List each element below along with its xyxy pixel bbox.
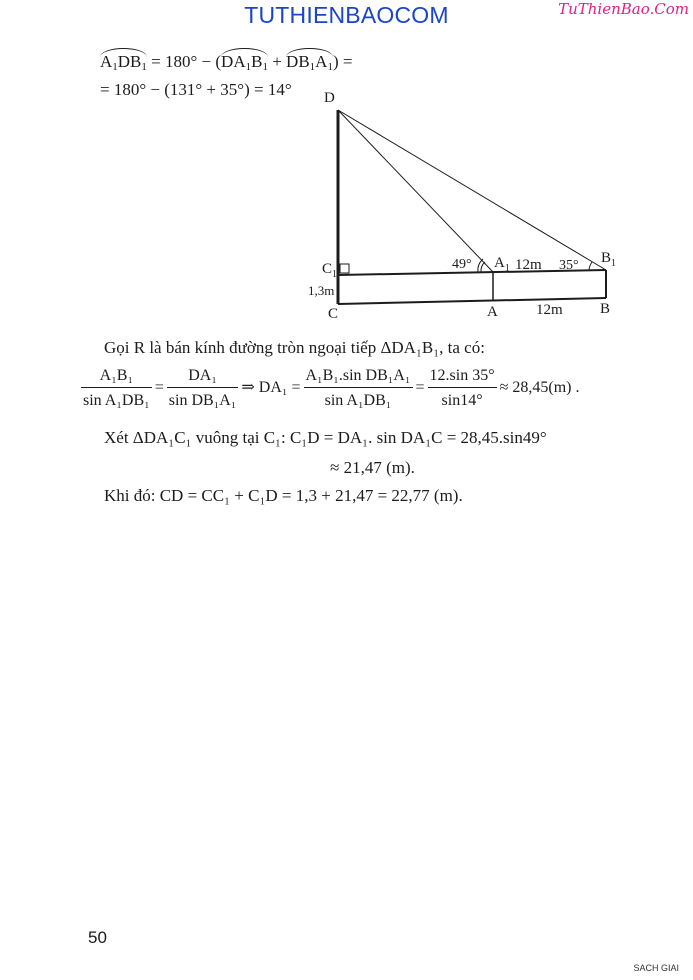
label-C: C — [328, 306, 339, 318]
site-logo: TuThienBao.Com — [558, 0, 689, 18]
label-angle-35: 35° — [559, 258, 579, 273]
triangle-line: Xét ΔDA₁C₁ vuông tại C₁: C₁D = DA₁. sin DA₁C = 28,45.sin49° — [104, 428, 547, 447]
label-distance-top: 12m — [515, 257, 542, 273]
angle-DB1A1: $DB_1A_1$ — [286, 52, 333, 73]
label-B: B — [600, 301, 611, 317]
angle-A1DB1: $A_1DB_1$ — [100, 52, 147, 73]
conclusion: Khi đó: CD = CC₁ + C₁D = 1,3 + 21,47 = 22,77 (m). — [104, 486, 463, 505]
line-C-B — [338, 298, 606, 304]
footer-logo: SACH GIAI — [633, 963, 679, 973]
line-D-B1 — [338, 110, 606, 270]
line-D-A1 — [338, 110, 493, 272]
label-A: A — [487, 304, 498, 318]
label-A1: $A_1$ — [494, 255, 510, 274]
label-B1: $B_1$ — [601, 250, 617, 269]
page-number: 50 — [88, 928, 107, 947]
fraction-2: $\frac{\text{DA₁}}{\text{sin DB₁A₁}}$ — [168, 367, 237, 409]
angle-result: = 180° − (131° + 35°) = 14° — [100, 80, 292, 99]
fraction-3: $\frac{\text{A₁B₁.sin DB₁A₁}}{\text{sin A₁DB₁}}$ — [305, 367, 411, 409]
label-angle-49: 49° — [452, 257, 472, 272]
fraction-4: $\frac{12.\sin 35^\circ}{\sin 14^\circ}$ — [429, 367, 495, 409]
label-D: D — [324, 90, 335, 106]
geometry-figure — [300, 86, 640, 318]
right-angle-mark — [340, 264, 349, 273]
site-title: TUTHIENBAOCOM — [244, 2, 449, 28]
sine-rule-equation: $\frac{\text{A₁B₁}}{\text{sin A₁DB₁}}$ = $\frac{\text{DA₁}}{\text{sin DB₁A₁}}$ ⇒ DA₁ = $\frac{\text{A₁B₁.sin DB₁A₁}}{\text{sin A₁DB₁}}$ = $\frac{12.\sin 35^\circ}{\sin 14^\circ}$ ≈ 28,45(m) . — [83, 367, 580, 409]
angle-arc-B1 — [589, 262, 592, 270]
fraction-1: $\frac{\text{A₁B₁}}{\text{sin A₁DB₁}}$ — [83, 367, 150, 409]
angle-equation: $A_1DB_1 = 180^\circ - (DA_1B_1 + DB_1A_1)$ = — [100, 52, 353, 73]
label-height: 1,3m — [308, 283, 335, 298]
label-C1: $C_1$ — [322, 261, 338, 280]
radius-intro: Gọi R là bán kính đường tròn ngoại tiếp ΔDA₁B₁, ta có: — [104, 338, 485, 357]
label-distance-bottom: 12m — [536, 302, 563, 318]
triangle-result: ≈ 21,47 (m). — [330, 458, 415, 477]
angle-DA1B1: $DA_1B_1$ — [221, 52, 268, 73]
